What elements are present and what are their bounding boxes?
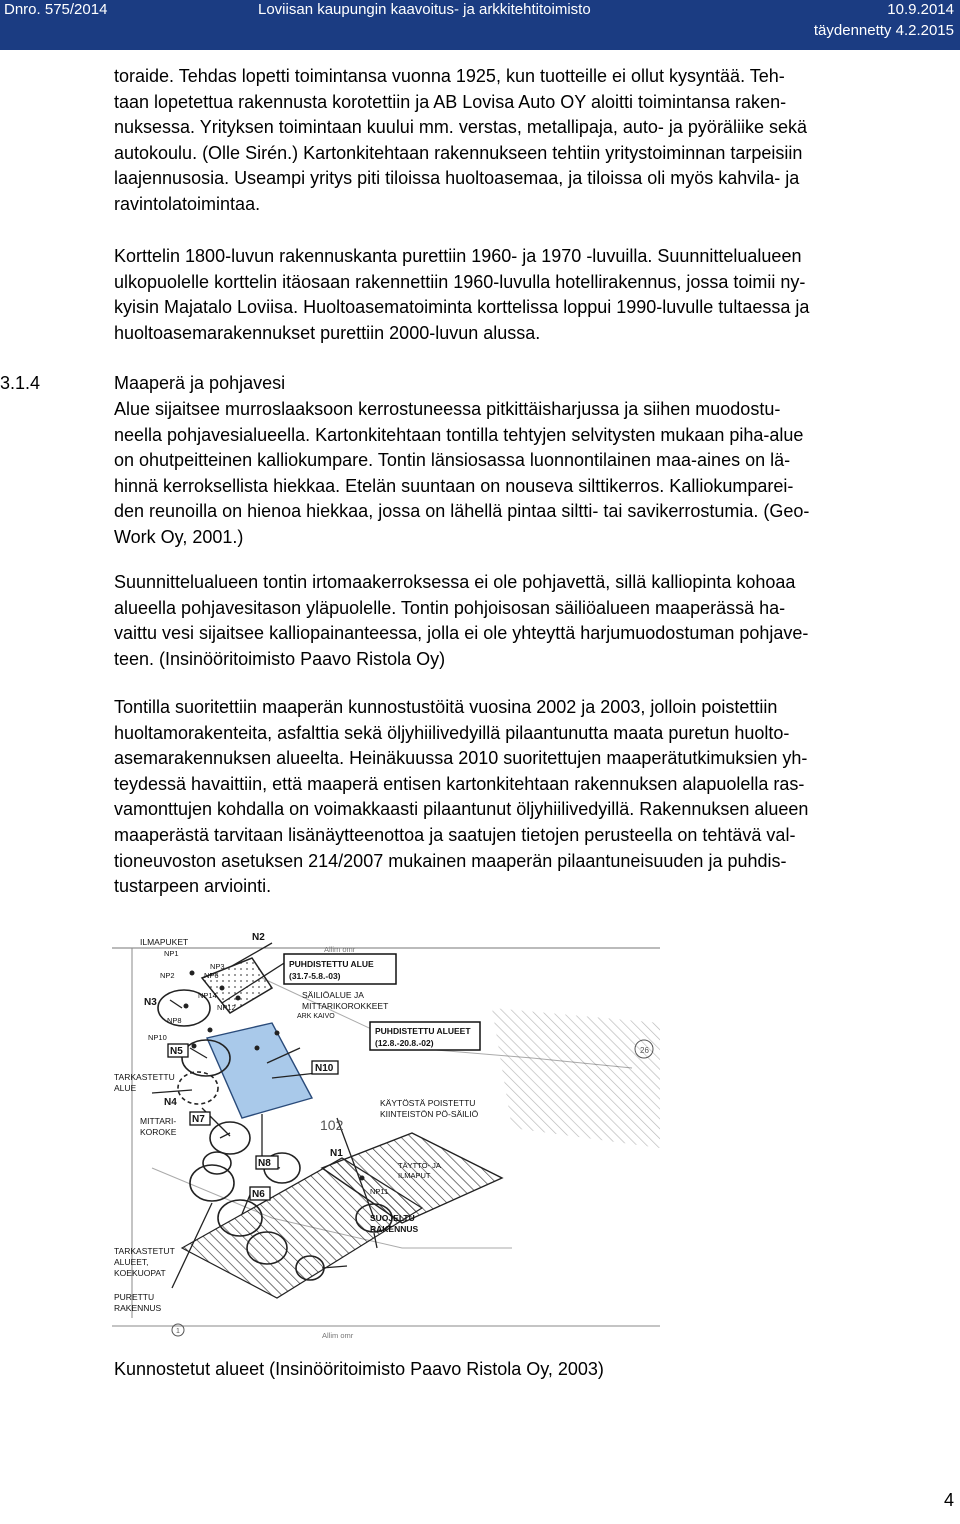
- label-sailioalue-2: MITTARIKOROKKEET: [302, 1001, 389, 1011]
- text-line: tioneuvoston asetuksen 214/2007 mukainen maaperän pilaantuneisuuden ja puhdis-: [114, 850, 787, 871]
- remediation-site-map: [112, 918, 660, 1350]
- text-line: asemarakennuksen alueelta. Heinäkuussa 2010 suoritettujen maaperätutkimuksien yh-: [114, 748, 808, 769]
- label-mittari-1: MITTARI-: [140, 1116, 177, 1126]
- label-suojeltu-1: SUOJELTU: [370, 1213, 415, 1223]
- text-line: Tontilla suoritettiin maaperän kunnostustöitä vuosina 2002 ja 2003, jolloin poistettiin: [114, 697, 778, 717]
- label-puhdistettu-alueet: PUHDISTETTU ALUEET: [375, 1026, 471, 1036]
- label-n8: N8: [258, 1158, 271, 1169]
- text-line: den reunoilla on hienoa hiekkaa, jossa on lähellä pintaa siltti- tai savikerrostumia. (Geo-: [114, 501, 810, 522]
- hatched-edge-area: [492, 1008, 660, 1148]
- label-ark-kaivo: ARK KAIVO: [297, 1013, 335, 1020]
- label-purettu-2: RAKENNUS: [114, 1303, 162, 1313]
- label-n5: N5: [170, 1046, 183, 1057]
- label-tarkastetut-1: TARKASTETUT: [114, 1246, 175, 1256]
- label-puhdistettu-dates: (31.7-5.8.-03): [289, 971, 341, 981]
- label-ilmapuket: ILMAPUKET: [140, 937, 189, 947]
- label-kaytosta-2: KIINTEISTÖN PÖ-SÄILIÖ: [380, 1109, 479, 1119]
- label-np8: NP8: [167, 1016, 182, 1025]
- page-number: 4: [943, 1490, 954, 1510]
- text-line: teen. (Insinööritoimisto Paavo Ristola Oy): [114, 648, 446, 669]
- text-line: huoltoasemarakennukset purettiin 2000-luvun alussa.: [114, 322, 541, 343]
- paragraph-soil: [114, 397, 956, 551]
- text-line: Suunnittelualueen tontin irtomaakerroksessa ei ole pohjavettä, sillä kalliopinta kohoaa: [114, 572, 796, 592]
- label-kaytosta-1: KÄYTÖSTÄ POISTETTU: [380, 1098, 476, 1108]
- text-line: ravintolatoimintaa.: [114, 193, 261, 214]
- text-line: taan lopetettua rakennusta korotettiin ja AB Lovisa Auto OY aloitti toimintansa raken-: [114, 91, 787, 112]
- label-allim-top: Allim omr: [324, 945, 356, 954]
- label-tarkastettu-2: ALUE: [114, 1083, 137, 1093]
- label-allim-bottom: Allim omr: [322, 1331, 354, 1340]
- label-mittari-2: KOROKE: [140, 1127, 177, 1137]
- paragraph-demolition: [114, 244, 956, 346]
- text-line: hinnä kerroksellista hiekkaa. Etelän suuntaan on nouseva silttikerros. Kalliokumparei-: [114, 475, 794, 496]
- text-line: vamonttujen kohdalla on voimakkaasti pilaantunut öljyhiilivedyillä. Rakennuksen alueen: [114, 799, 809, 820]
- label-n4: N4: [164, 1097, 177, 1108]
- label-suojeltu-2: RAKENNUS: [370, 1224, 419, 1234]
- label-puhdistettu: PUHDISTETTU ALUE: [289, 959, 374, 969]
- document-number: Dnro. 575/2014: [4, 1, 108, 18]
- text-line: Korttelin 1800-luvun rakennuskanta purettiin 1960- ja 1970 -luvuilla. Suunnittelualueen: [114, 246, 802, 266]
- text-line: alueella pohjavesitason yläpuolelle. Tontin pohjoisosan säiliöalueen maaperässä ha-: [114, 597, 786, 618]
- text-line: kyisin Majatalo Loviisa. Huoltoasematoiminta korttelissa loppui 1990-luvulle tultaessa ja: [114, 297, 810, 318]
- text-line: Work Oy, 2001.): [114, 526, 244, 547]
- text-line: teydessä havaittiin, että maaperä entisen kartonkitehtaan rakennuksen alapuolella ras-: [114, 773, 805, 794]
- label-np10: NP10: [148, 1033, 167, 1042]
- label-1-circle: 1: [176, 1328, 180, 1335]
- text-line: on ohutpeitteinen kalliokumpare. Tontin länsiosassa luonnontilainen maa-aines on lä-: [114, 450, 791, 471]
- text-line: laajennusosia. Useampi yritys piti tiloissa huoltoasemaa, ja tiloissa oli myös kahvila- ja: [114, 168, 800, 189]
- label-n1: N1: [330, 1148, 343, 1159]
- paragraph-history: [114, 64, 956, 218]
- document-date: 10.9.2014: [887, 1, 954, 18]
- text-line: tustarpeen arviointi.: [114, 876, 272, 897]
- label-np11: NP11: [370, 1187, 389, 1196]
- label-purettu-1: PURETTU: [114, 1292, 155, 1302]
- label-puhdistettu-alueet-dates: (12.8.-20.8.-02): [375, 1038, 434, 1048]
- text-line: huoltamorakenteita, asfalttia sekä öljyhiilivedyillä pilaantunutta maata puretun huolto-: [114, 722, 790, 743]
- label-np6: NP6: [204, 971, 219, 980]
- label-n3: N3: [144, 997, 157, 1008]
- label-tarkastetut-2: ALUEET,: [114, 1257, 149, 1267]
- text-line: autokoulu. (Olle Sirén.) Kartonkitehtaan rakennukseen tehtiin yritystoiminnan tarpeisiin: [114, 142, 803, 163]
- updated-date: täydennetty 4.2.2015: [813, 22, 954, 39]
- label-n6: N6: [252, 1189, 265, 1200]
- text-line: neella pohjavesialueella. Kartonkitehtaan tontilla tehtyjen selvitysten mukaan piha-alue: [114, 424, 804, 445]
- text-line: toraide. Tehdas lopetti toimintansa vuonna 1925, kun tuotteille ei ollut kysyntää. Teh-: [114, 66, 785, 86]
- label-sailioalue-1: SÄILIÖALUE JA: [302, 990, 364, 1000]
- label-26: 26: [640, 1046, 649, 1055]
- label-tayttoja-1: TÄYTTÖ- JA: [398, 1161, 441, 1170]
- text-line: vaittu vesi sijaitsee kalliopainanteessa, jolla ei ole yhteyttä harjumuodostuman pohjave-: [114, 623, 809, 644]
- label-np2: NP2: [160, 971, 175, 980]
- label-np12: NP12: [217, 1003, 236, 1012]
- label-tarkastetut-3: KOEKUOPAT: [114, 1268, 166, 1278]
- label-n2: N2: [252, 932, 265, 943]
- label-n7: N7: [192, 1114, 205, 1125]
- label-np1: NP1: [164, 949, 179, 958]
- paragraph-remediation: [114, 695, 956, 900]
- section-number: 3.1.4: [0, 373, 41, 393]
- text-line: ulkopuolelle korttelin itäosaan rakennettiin 1960-luvulla hotellirakennus, jossa toimii ny-: [114, 271, 806, 292]
- label-n10: N10: [315, 1063, 334, 1074]
- text-line: Alue sijaitsee murroslaaksoon kerrostuneessa pitkittäisharjussa ja siihen muodostu-: [114, 399, 781, 419]
- label-np3: NP3: [210, 962, 225, 971]
- text-line: nuksessa. Yrityksen toimintaan kuului mm. verstas, metallipaja, auto- ja pyöräliike sekä: [114, 117, 807, 138]
- text-line: maaperästä tarvitaan lisänäytteenottoa ja saatujen tietojen perusteella on tehtävä val-: [114, 824, 796, 845]
- label-np14: NP14: [198, 991, 217, 1000]
- section-title: Maaperä ja pohjavesi: [114, 373, 286, 393]
- label-tarkastettu-1: TARKASTETTU: [114, 1072, 175, 1082]
- paragraph-groundwater: [114, 570, 956, 672]
- office-name: Loviisan kaupungin kaavoitus- ja arkkitehtitoimisto: [258, 1, 591, 18]
- figure-caption: Kunnostetut alueet (Insinööritoimisto Paavo Ristola Oy, 2003): [114, 1359, 604, 1379]
- page-header: [0, 0, 960, 50]
- label-102: 102: [320, 1117, 344, 1133]
- label-tayttoja-2: ILMAPUT: [398, 1171, 431, 1180]
